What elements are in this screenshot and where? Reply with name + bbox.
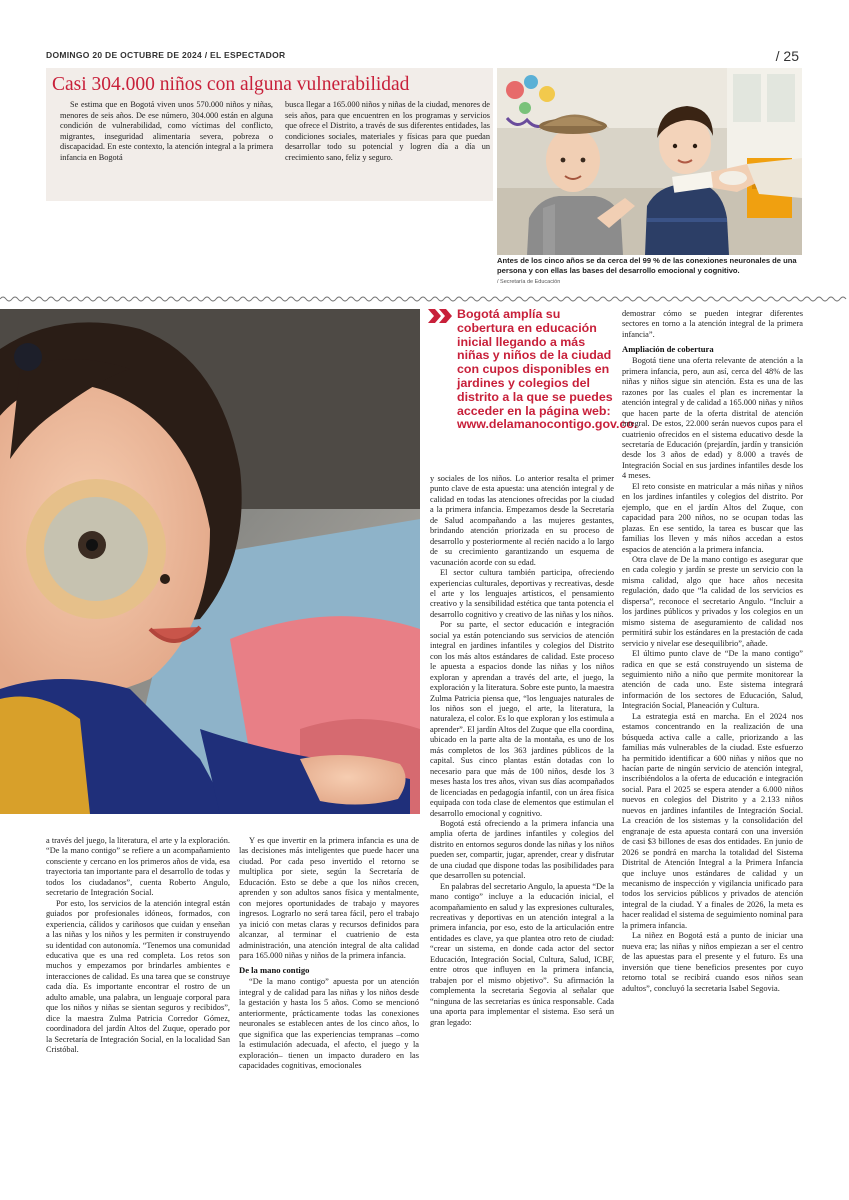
- article-column-2: [239, 836, 419, 1072]
- double-chevron-icon: [428, 309, 454, 323]
- box-title: Casi 304.000 niños con alguna vulnerabilidad: [52, 74, 410, 95]
- children-photo: [497, 68, 802, 255]
- vulnerability-box: [46, 68, 493, 201]
- paragraph: Otra clave de De la mano contigo es asegurar que en cada colegio y jardín se preste un servicio con la misma calidad, algo que hace años necesita regulación, dado que “la calidad de los servicios es dispersa”, reconoce el secretario Angulo. “Incluir a los jardines públicos y privados y los colegios en un mismo sistema de aseguramiento de calidad nos permitirá subir los estándares en la prestación de cada servicio y nivelar ese desequilibrio”, añade.: [622, 554, 803, 648]
- paragraph: En palabras del secretario Angulo, la apuesta “De la mano contigo” incluye a la educación inicial, el acompañamiento en salud y las expresiones culturales, recreativas y deportivas en un atención integral a la primera infancia, por eso, esto de la articulación entre entidades es clave, ya que plantea otro reto de ciudad: “crear un sistema, en donde cada actor del sector Educación, Integración Social, Cultura, Salud, ICBF, entre otros que influyen en la primera infancia, trabajen por el mismo objetivo”. Su afirmación la complementa la secretaria Segovia al señalar que “ninguna de las secretarías es única responsable. Cada una aporta para implementar el sistema. Eso será un gran legado:: [430, 881, 614, 1027]
- photo-credit: / Secretaría de Educación: [497, 279, 561, 285]
- paragraph: y sociales de los niños. Lo anterior resalta el primer punto clave de esta apuesta: una atención integral y de calidad en todas las atenciones ofrecidas por la ciudad a la primera infancia. Empezamos desde la Secretaría de Salud acompañando a las mujeres gestantes, brindando atención priorizada en su proceso de desarrollo y posteriormente al recién nacido a lo largo de su crecimiento garantizando un esquema de vacunación acorde con su edad.: [430, 474, 614, 567]
- paragraph: El reto consiste en matricular a más niñas y niños en los jardines infantiles y colegios del distrito. Por ejemplo, que en el jardín Altos del Zuque, con capacidad para 200 niños, no se ocupan todas las plazas. En ese sentido, la tarea es buscar que las familias los lleven y más niños accedan a estos espacios de atención a la primera infancia.: [622, 481, 803, 554]
- paragraph: Por su parte, el sector educación e integración social ya están potenciando sus servicios de atención integral en jardines infantiles y colegios del Distrito con los más altos estándares de calidad. Este proceso le apuesta a espacios donde las niñas y los niños exploran y aprendan a través del arte, el juego, la exploración y la literatura. Sobre este punto, la maestra Zulma Patricia piensa que, “los lenguajes naturales de los niños son el juego, el arte, la literatura, la naturaleza, el color. Es lo que exploran y los estimula a aprender”. El jardín Altos del Zuque que ella coordina, ubicado en la parte alta de la montaña, es uno de los más completos de los 363 jardines públicos de la capital. Sus cinco plantas están dotadas con lo necesario para que más de 100 niños, desde los 3 meses hasta los tres años, vivan sus días acompañados de licenciadas en pedagogía infantil, con un área física equipada con toda clase de elementos que estimulan el desarrollo emocional y cognitivo.: [430, 620, 614, 818]
- paragraph: Y es que invertir en la primera infancia es una de las decisiones más inteligentes que puede hacer una ciudad. Por cada peso invertido el retorno se multiplica por siete, según la Secretaría de Educación. Esto se debe a que los niños crecen, aprenden y son adultos sanos física y mentalmente, con mejores oportunidades de trabajo y mayores ingresos. Lograrlo no será tarea fácil, pero el trabajo ya inició con metas claras y recursos definidos para alcanzar, al terminar el cuatrienio de esta administración, una atención integral de alta calidad para 165.000 niñas y niños de la primera infancia.: [239, 836, 419, 960]
- section-heading: De la mano contigo: [239, 965, 310, 976]
- article-column-3: [430, 474, 614, 1028]
- paragraph: El último punto clave de “De la mano contigo” radica en que se está construyendo un sistema de seguimiento niño a niño que permite monitorear la atención de cada uno. Este sistema integrará información de los sectores de Educación, Salud, Integración Social, Planeación y Cultura.: [622, 649, 803, 711]
- paragraph: Bogotá está ofreciendo a la primera infancia una amplia oferta de jardines infantiles y colegios del distrito en entornos seguros donde las niñas y los niños pueden ser, compartir, jugar, aprender, crear y disfrutar de una ciudad que dispone todas las posibilidades para que desarrollen su potencial.: [430, 818, 614, 881]
- paragraph: demostrar cómo se pueden integrar diferentes sectores en torno a la atención integral de la primera infancia”.: [622, 309, 803, 339]
- article-column-1: [46, 836, 230, 1056]
- pull-quote-text: Bogotá amplía su cobertura en educación inicial llegando a más niñas y niños de la ciudad con cupos disponibles en jardines y colegios del distrito a la que se puedes acceder en la página web: www.delamanocontigo.gov.co.: [457, 307, 638, 432]
- wave-divider: [0, 294, 849, 304]
- pull-quote: [428, 307, 638, 432]
- page-number: / 25: [775, 48, 799, 64]
- folio-date-section: DOMINGO 20 DE OCTUBRE DE 2024 / EL ESPECTADOR: [46, 50, 286, 60]
- paragraph: Bogotá tiene una oferta relevante de atención a la primera infancia, pero, aun así, cerca del 48% de las niñas y niños sigue sin atención. Esta es una de las razones por las cuales el plan es incrementar la atención integral y de calidad a 165.000 niñas y niños que hacen parte de la oferta distrital de atención integral. De estos, 22.000 serán nuevos cupos para el cuatrienio ofrecidos en el sistema educativo desde la secretaría de Educación (prejardín, jardín y transición desde los 3 años de edad) y 8.000 a través de Integración Social en sus jardines infantiles desde los 4 meses.: [622, 356, 803, 481]
- paragraph: La estrategia está en marcha. En el 2024 nos estamos concentrando en la realización de una búsqueda activa calle a calle, priorizando a las familias más vulnerables de la ciudad. Este esfuerzo ha permitido identificar a 600 niñas y niños que no hacían parte de ningún servicio de atención integral, inscribiéndolos a la oferta de educación e integración social. Para el 2025 se espera atender a 6.000 niños nuevos en colegios del Distrito y a 2.133 niños nuevos en jardines infantiles de Integración Social. La creación de los sistemas y la consolidación del engranaje de esta apuesta contará con una inversión de casi $3 billones de esas dos entidades. En junio de 2026 se pondrá en marcha la totalidad del Sistema Distrital de Atención Integral a la Primera Infancia que incluye unos estándares de calidad y un mecanismo de inspección y vigilancia unificado para todos los servicios públicos y privados de atención integral de la ciudad. Y a finales de 2026, la meta es hacer realidad el sistema de seguimiento nominal para la primera infancia.: [622, 711, 803, 930]
- photo-caption: Antes de los cinco años se da cerca del 99 % de las conexiones neuronales de una persona y con ellas las bases del desarrollo emocional y cognitivo.: [497, 256, 797, 275]
- paragraph: La niñez en Bogotá está a punto de iniciar una nueva era; las niñas y niños empiezan a ser el centro de las apuestas para el presente y el futuro. Es una inversión que tiene beneficios presentes por cuyo retorno total se recibirá cuando esos niños sean adultos”, concluyó la secretaria Isabel Segovia.: [622, 931, 803, 993]
- box-text-col1: Se estima que en Bogotá viven unos 570.000 niños y niñas, menores de seis años. De ese número, 304.000 están en alguna condición de vulnerabilidad, como víctimas del conflicto, migrantes, inseguridad alimentaria severa, pobreza o discapacidad. En este contexto, la atención integral a la primera infancia en Bogotá: [60, 100, 273, 162]
- paragraph: a través del juego, la literatura, el arte y la exploración. “De la mano contigo” se refiere a un acompañamiento consciente y cercano en los primeros años de vida, esa trayectoria tan importante para el desarrollo de todas y todos los ciudadanos”, cuenta Roberto Angulo, secretario de Integración Social.: [46, 836, 230, 898]
- girl-magnifier-photo: [0, 309, 420, 814]
- section-heading: Ampliación de cobertura: [622, 344, 714, 355]
- article-column-4: [622, 309, 803, 994]
- paragraph: Por esto, los servicios de la atención integral están guiados por profesionales idóneos, formados, con experiencia, cálidos y cariñosos que cuidan y enseñan a las niñas y los niños y les permiten ir construyendo su identidad con autonomía. “Tenemos una comunidad educativa que es una red completa. Los retos son muchos y empezamos por brindarles ambientes e interacciones de calidad. Es una tarea que se construye cada día. Es importante encontrar el rostro de un adulto amable, una palabra, un lenguaje corporal para que los niños y niñas se sientan seguros y recibidos”, dice la maestra Zulma Patricia Corredor Gómez, coordinadora del jardín Altos del Zuque, operado por la Secretaría de Integración Social, en la localidad San Cristóbal.: [46, 898, 230, 1055]
- box-text-col2: busca llegar a 165.000 niños y niñas de la ciudad, menores de seis años, para que encuentren en los programas y servicios que ofrece el Distrito, a través de sus diferentes entidades, las condiciones sociales, materiales y físicas para que puedan desarrollar todo su potencial y logren día a día un crecimiento sano, feliz y seguro.: [285, 100, 490, 162]
- paragraph: “De la mano contigo” apuesta por un atención integral y de calidad para las niñas y los niños desde la gestación y hasta los 5 años. Como se mencionó anteriormente, prácticamente todas las conexiones neuronales se establecen antes de los cinco años, lo que significa que las experiencias tempranas –como la estimulación adecuada, el afecto, el juego y la exploración– tienen un impacto duradero en las capacidades cognitivas, emocionales: [239, 977, 419, 1071]
- paragraph: El sector cultura también participa, ofreciendo experiencias culturales, deportivas y recreativas, desde el arte y los lenguajes artísticos, el pensamiento creativo y la sensibilidad estética que tanta potencia el desarrollo cognitivo y creativo de las niñas y los niños.: [430, 568, 614, 619]
